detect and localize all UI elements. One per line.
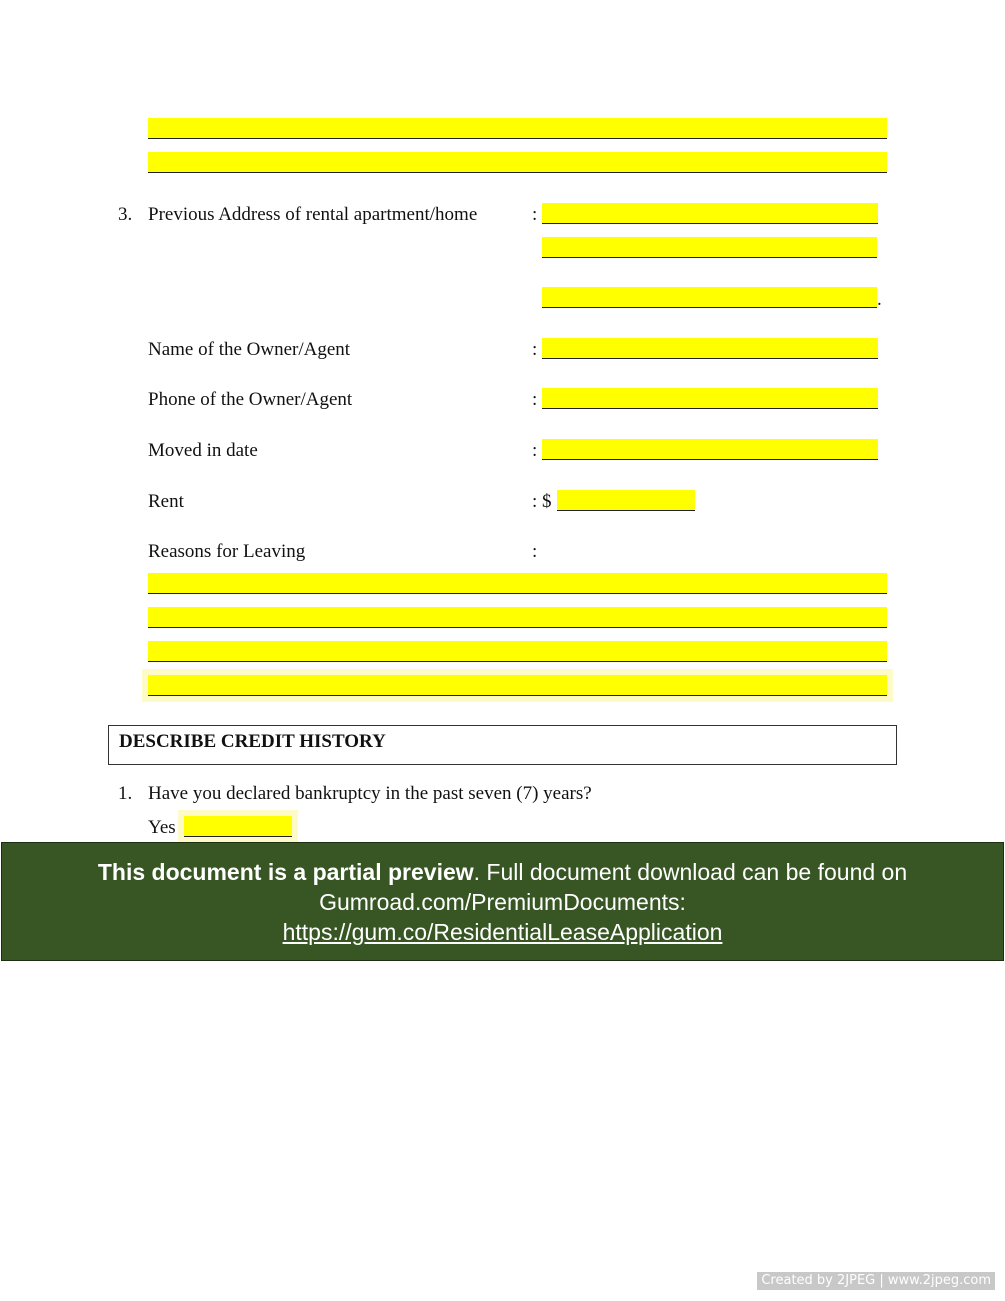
section3-colon: : (532, 204, 538, 225)
previous-field-line-1[interactable] (148, 118, 887, 139)
owner-name-colon: : (532, 339, 538, 360)
rent-field[interactable] (557, 490, 695, 511)
previous-address-field-3[interactable] (542, 287, 877, 308)
bankruptcy-yes-field[interactable] (184, 816, 292, 837)
preview-banner-line-3 (2, 917, 1003, 947)
address-trailing-period: . (877, 289, 882, 310)
reasons-field-4[interactable] (148, 675, 887, 696)
previous-address-field-1[interactable] (542, 203, 878, 224)
previous-field-line-2[interactable] (148, 152, 887, 173)
reasons-label: Reasons for Leaving (148, 541, 306, 562)
moved-in-label: Moved in date (148, 440, 258, 461)
credit-history-header-box (108, 725, 897, 765)
reasons-field-3[interactable] (148, 641, 887, 662)
section3-number: 3. (118, 204, 133, 225)
preview-banner-line-1 (2, 857, 1003, 887)
credit-q1-number: 1. (118, 783, 133, 804)
bankruptcy-yes-label: Yes (148, 817, 176, 838)
watermark: Created by 2JPEG | www.2jpeg.com (757, 1272, 995, 1290)
reasons-field-1[interactable] (148, 573, 887, 594)
owner-phone-field[interactable] (542, 388, 878, 409)
preview-banner (1, 842, 1004, 961)
previous-address-field-2[interactable] (542, 237, 877, 258)
preview-banner-rest: . Full document download can be found on (473, 859, 908, 885)
download-link[interactable]: https://gum.co/ResidentialLeaseApplication (282, 919, 723, 945)
owner-phone-colon: : (532, 389, 538, 410)
preview-banner-line-2: Gumroad.com/PremiumDocuments: (319, 889, 686, 915)
reasons-colon: : (532, 541, 538, 562)
section3-label: Previous Address of rental apartment/home (148, 204, 478, 225)
preview-banner-bold: This document is a partial preview (97, 859, 474, 885)
moved-in-colon: : (532, 440, 538, 461)
credit-history-title: DESCRIBE CREDIT HISTORY (119, 731, 386, 752)
reasons-field-2[interactable] (148, 607, 887, 628)
rent-colon: : $ (532, 491, 552, 512)
rent-label: Rent (148, 491, 184, 512)
owner-phone-label: Phone of the Owner/Agent (148, 389, 353, 410)
moved-in-field[interactable] (542, 439, 878, 460)
credit-q1-text: Have you declared bankruptcy in the past seven (7) years? (148, 783, 592, 804)
owner-name-field[interactable] (542, 338, 878, 359)
owner-name-label: Name of the Owner/Agent (148, 339, 351, 360)
